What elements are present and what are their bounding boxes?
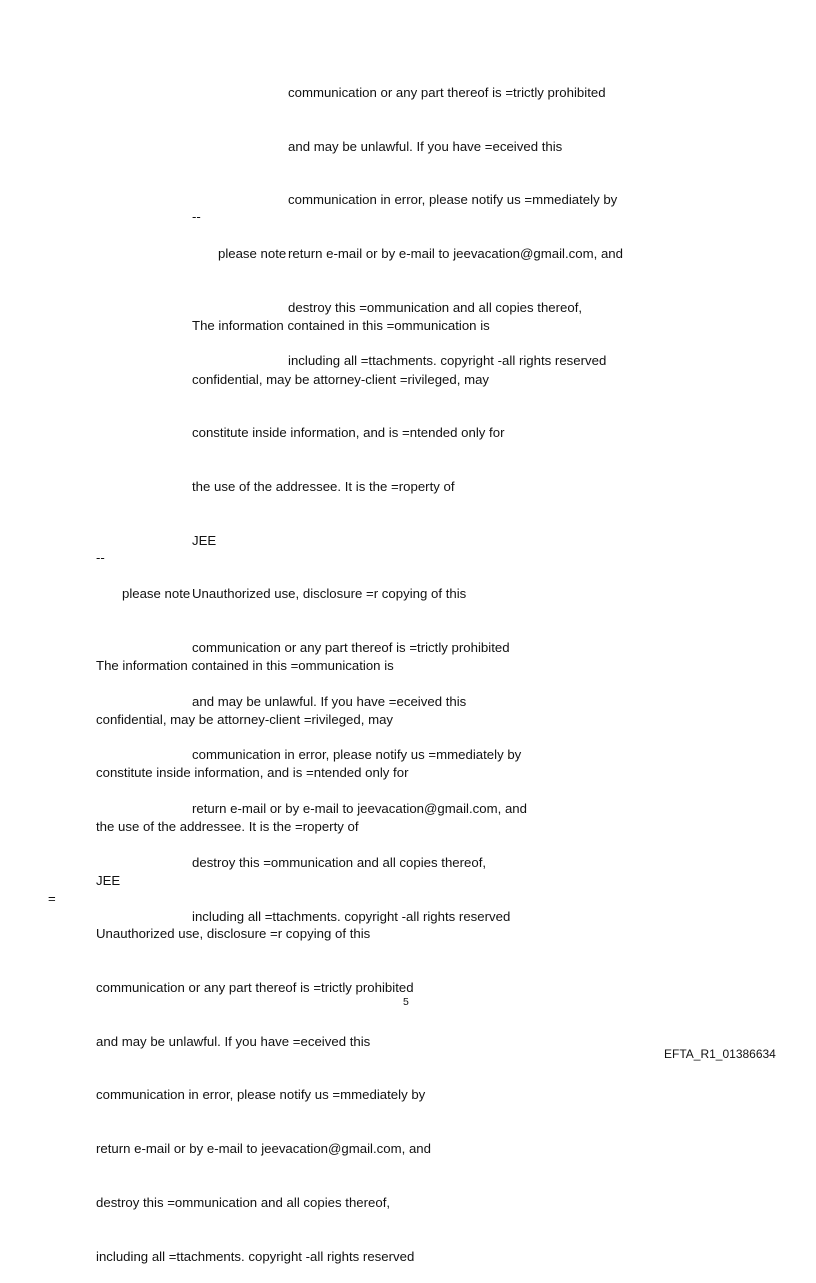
please-note-heading: please note: [122, 586, 191, 601]
disclaimer-line: destroy this =ommunication and all copies thereof,: [192, 854, 487, 870]
disclaimer-line: Unauthorized use, disclosure =r copying of this: [192, 586, 467, 602]
signature-separator: --: [96, 550, 105, 565]
disclaimer-line: constitute inside information, and is =ntended only for: [96, 765, 409, 781]
disclaimer-line: destroy this =ommunication and all copies thereof,: [96, 1194, 391, 1210]
disclaimer-line: and may be unlawful. If you have =eceived this: [96, 1033, 371, 1049]
disclaimer-line: JEE: [192, 532, 217, 548]
disclaimer-line: and may be unlawful. If you have =eceived this: [192, 693, 467, 709]
disclaimer-line: The information contained in this =ommunication is: [192, 317, 490, 333]
disclaimer-line: JEE: [96, 872, 121, 888]
disclaimer-line: communication in error, please notify us =mmediately by: [192, 747, 522, 763]
disclaimer-line: destroy this =ommunication and all copies thereof,: [288, 299, 583, 315]
disclaimer-line: confidential, may be attorney-client =rivileged, may: [192, 371, 490, 387]
disclaimer-line: including all =ttachments. copyright -all rights reserved: [96, 1248, 415, 1264]
disclaimer-line: including all =ttachments. copyright -all rights reserved: [288, 353, 607, 369]
disclaimer-line: constitute inside information, and is =ntended only for: [192, 425, 505, 441]
page-number: 5: [403, 996, 409, 1008]
disclaimer-line: return e-mail or by e-mail to jeevacation@gmail.com, and: [192, 801, 527, 817]
disclaimer-line: and may be unlawful. If you have =eceived this: [288, 138, 563, 154]
bates-number: EFTA_R1_01386634: [664, 1047, 776, 1061]
disclaimer-line: communication or any part thereof is =trictly prohibited: [96, 980, 414, 996]
disclaimer-line: The information contained in this =ommunication is: [96, 657, 394, 673]
disclaimer-line: communication or any part thereof is =trictly prohibited: [288, 84, 606, 100]
disclaimer-line: return e-mail or by e-mail to jeevacation@gmail.com, and: [96, 1141, 431, 1157]
trailing-equals-mark: =: [48, 891, 56, 906]
disclaimer-line: communication in error, please notify us =mmediately by: [288, 192, 618, 208]
disclaimer-line: communication or any part thereof is =trictly prohibited: [192, 640, 510, 656]
disclaimer-line: including all =ttachments. copyright -all rights reserved: [192, 908, 511, 924]
disclaimer-line: Unauthorized use, disclosure =r copying of this: [96, 926, 371, 942]
disclaimer-line: the use of the addressee. It is the =roperty of: [192, 478, 455, 494]
signature-separator: --: [192, 209, 201, 224]
disclaimer-line: communication in error, please notify us =mmediately by: [96, 1087, 426, 1103]
disclaimer-block-level-1: [96, 621, 431, 1283]
disclaimer-line: the use of the addressee. It is the =roperty of: [96, 818, 359, 834]
disclaimer-line: return e-mail or by e-mail to jeevacation@gmail.com, and: [288, 245, 623, 261]
please-note-heading: please note: [218, 246, 287, 261]
disclaimer-line: confidential, may be attorney-client =rivileged, may: [96, 711, 394, 727]
